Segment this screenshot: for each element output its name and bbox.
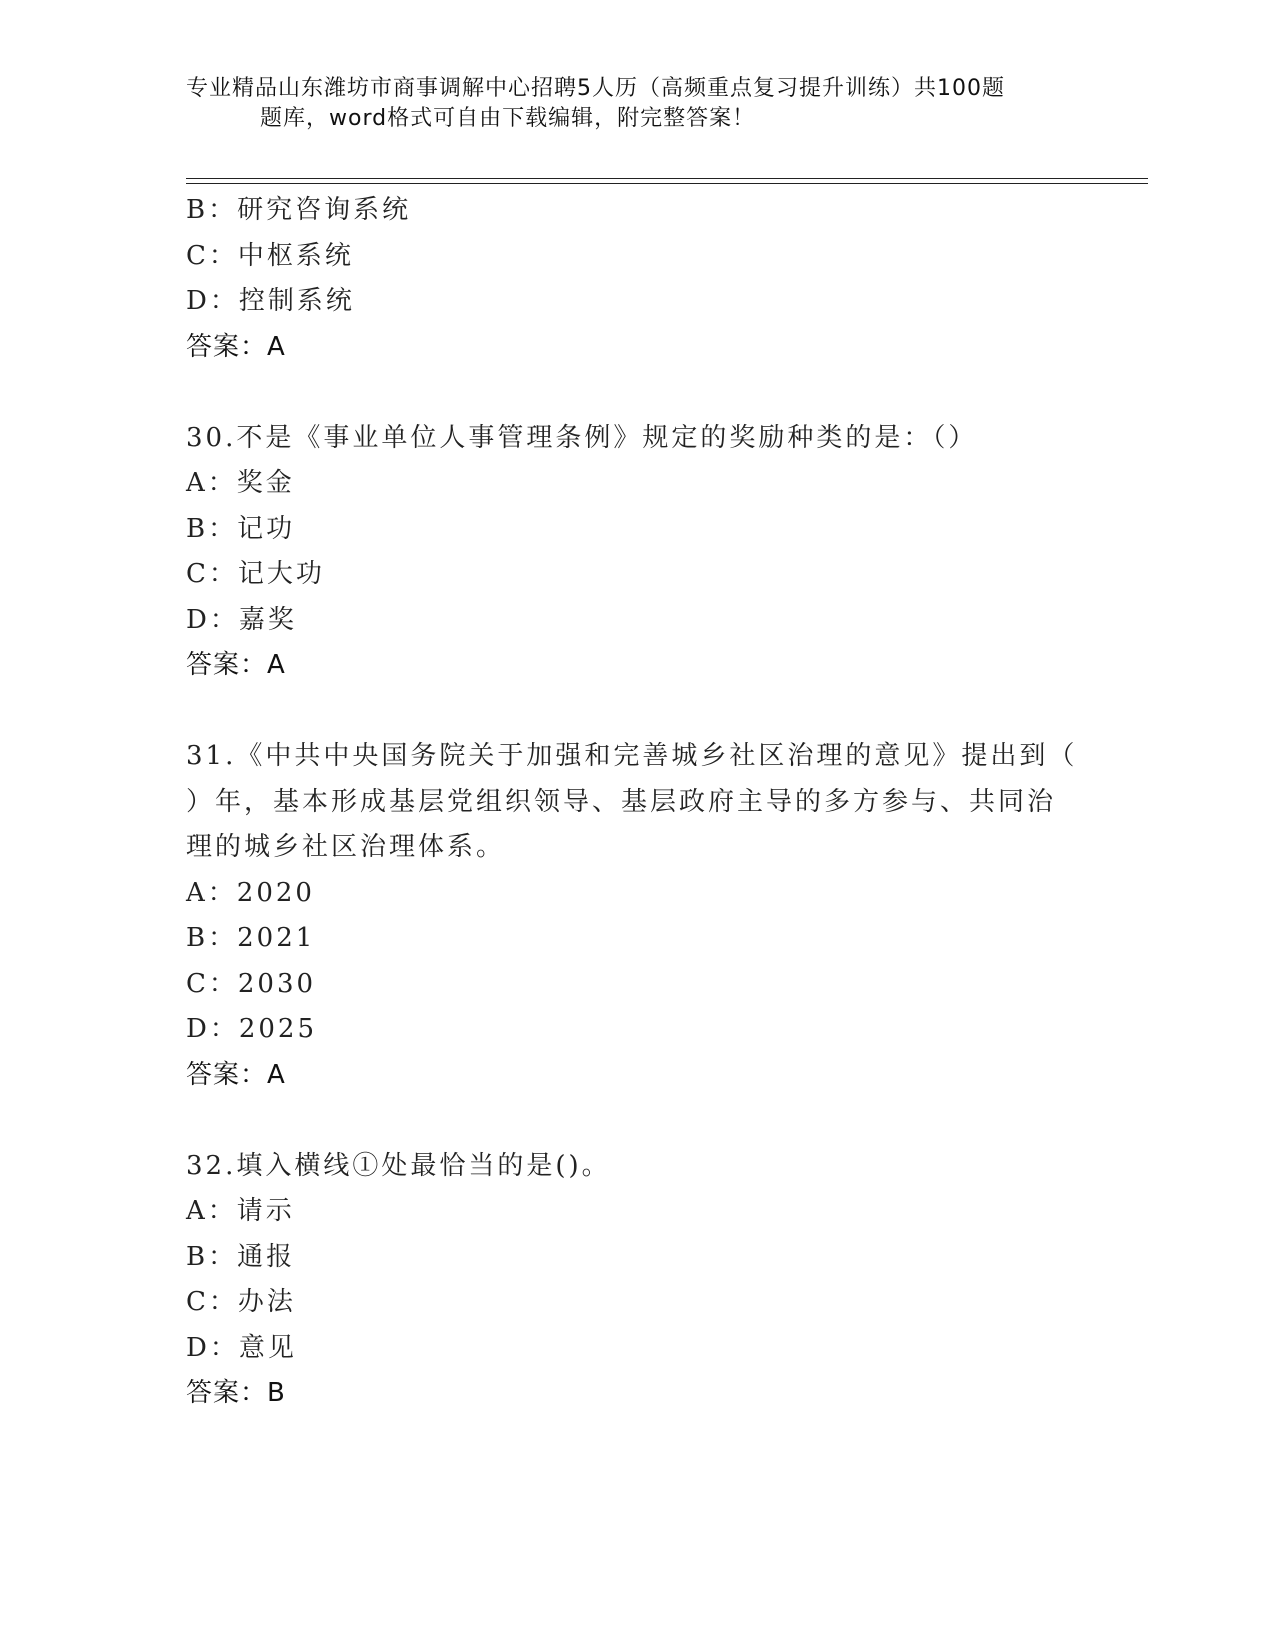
- answer-line: 答案：A: [186, 650, 286, 680]
- option-d: D：意见: [186, 1332, 297, 1363]
- question-text: 30.不是《事业单位人事管理条例》规定的奖励种类的是：（）: [186, 422, 978, 453]
- question-text: 31.《中共中央国务院关于加强和完善城乡社区治理的意见》提出到（: [186, 741, 1078, 771]
- document-body: [186, 188, 1086, 1417]
- question-32: [186, 1144, 1086, 1417]
- option-b: B：研究咨询系统: [186, 195, 412, 225]
- option-d: D：2025: [186, 1014, 318, 1044]
- option-b: B：2021: [186, 923, 316, 953]
- header-divider-top: [186, 178, 1148, 179]
- question-31: [186, 734, 1086, 1098]
- option-b: B：通报: [186, 1241, 296, 1272]
- answer-line: 答案：A: [186, 1059, 286, 1090]
- answer-line: 答案：A: [186, 331, 286, 362]
- question-text: ）年，基本形成基层党组织领导、基层政府主导的多方参与、共同治: [186, 786, 1057, 817]
- option-c: C：办法: [186, 1287, 296, 1317]
- option-d: D：控制系统: [186, 286, 355, 316]
- spacer: [186, 370, 1086, 416]
- question-30: [186, 416, 1086, 689]
- option-c: C：记大功: [186, 559, 325, 589]
- option-a: A：请示: [186, 1196, 295, 1226]
- spacer: [186, 689, 1086, 735]
- answer-line: 答案：B: [186, 1378, 286, 1408]
- option-c: C：中枢系统: [186, 240, 354, 271]
- option-a: A：2020: [186, 877, 315, 908]
- option-b: B：记功: [186, 513, 296, 544]
- option-a: A：奖金: [186, 468, 295, 498]
- header-title-line1: 专业精品山东潍坊市商事调解中心招聘5人历（高频重点复习提升训练）共100题: [186, 76, 1005, 101]
- spacer: [186, 1098, 1086, 1144]
- question-text: 32.填入横线①处最恰当的是()。: [186, 1150, 611, 1181]
- header-title-line2: 题库，word格式可自由下载编辑，附完整答案！: [260, 106, 756, 131]
- document-header: [186, 74, 1086, 134]
- prev-question-block: [186, 188, 1086, 370]
- header-divider-bottom: [186, 183, 1148, 184]
- option-c: C：2030: [186, 968, 317, 999]
- option-d: D：嘉奖: [186, 604, 297, 635]
- question-text: 理的城乡社区治理体系。: [186, 832, 506, 862]
